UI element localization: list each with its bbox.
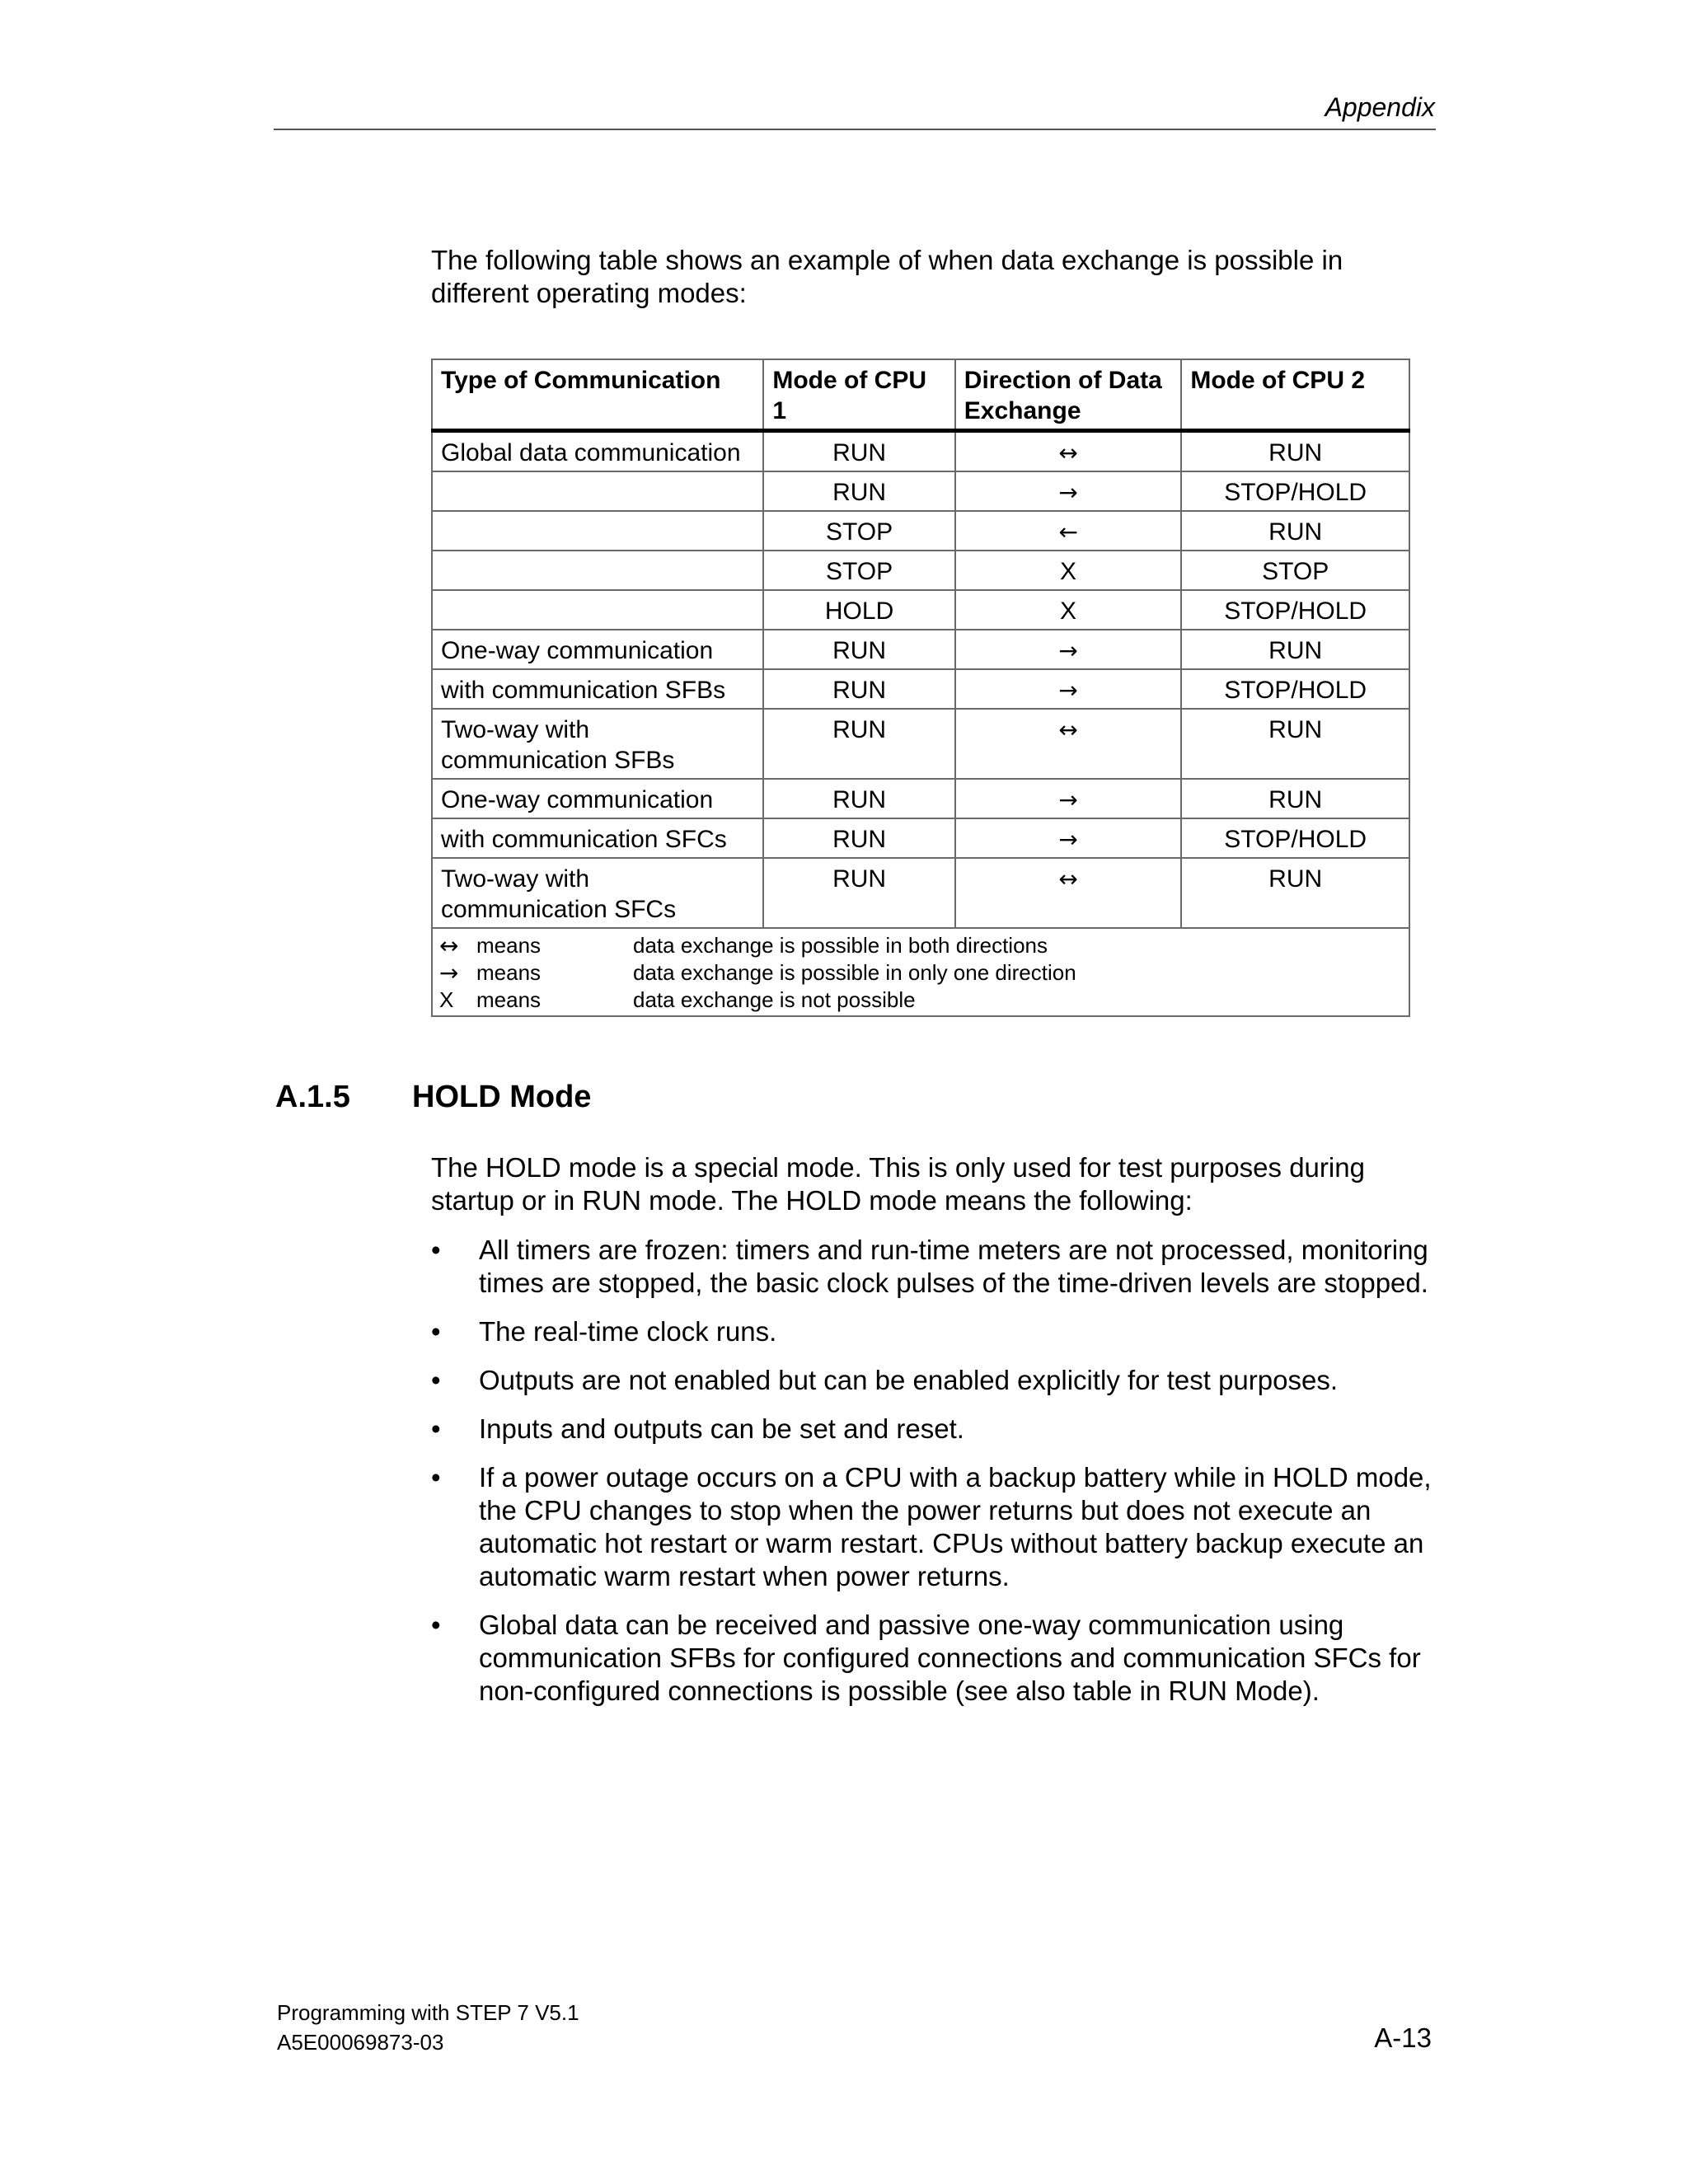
cell-communication-type: Global data communication	[432, 431, 763, 472]
list-item	[431, 1315, 1445, 1348]
cell-cpu1-mode: RUN	[763, 669, 954, 709]
page-number: A-13	[1374, 2022, 1432, 2053]
list-item-text: All timers are frozen: timers and run-time meters are not processed, monitoring times are stopped, the basic clock pulses of the time-driven levels are stopped.	[479, 1235, 1428, 1298]
column-header-cpu1: Mode of CPU 1	[763, 359, 954, 431]
footer-title: Programming with STEP 7 V5.1	[277, 2000, 579, 2025]
legend-means: means	[476, 933, 542, 958]
section-paragraph: The HOLD mode is a special mode. This is only used for test purposes during startup or in RUN mode. The HOLD mode means the following:	[431, 1152, 1365, 1216]
table-row	[432, 590, 1409, 630]
cell-communication-type	[432, 471, 763, 511]
cell-cpu2-mode: RUN	[1181, 709, 1409, 779]
legend-means: means	[476, 987, 542, 1012]
table-header-row	[432, 359, 1409, 431]
legend-means: means	[476, 960, 542, 985]
x-mark-icon: X	[439, 987, 454, 1012]
legend-text: data exchange is possible in only one direction	[633, 960, 1076, 985]
table-row	[432, 471, 1409, 511]
cell-cpu1-mode: RUN	[763, 818, 954, 858]
cell-cpu1-mode: RUN	[763, 709, 954, 779]
list-item	[431, 1609, 1445, 1708]
cell-direction: →	[955, 630, 1182, 669]
table-row	[432, 511, 1409, 551]
cell-communication-type	[432, 590, 763, 630]
header-divider	[274, 129, 1436, 130]
list-item	[431, 1413, 1445, 1446]
cell-cpu1-mode: RUN	[763, 858, 954, 928]
table-legend	[432, 928, 1409, 1016]
bullet-icon: •	[431, 1413, 441, 1444]
cell-communication-type: One-way communication	[432, 779, 763, 818]
cell-cpu2-mode: STOP/HOLD	[1181, 590, 1409, 630]
legend-item	[439, 932, 1402, 959]
cell-communication-type	[432, 511, 763, 551]
table-row	[432, 431, 1409, 472]
cell-cpu1-mode: STOP	[763, 551, 954, 590]
cell-cpu1-mode: RUN	[763, 779, 954, 818]
cell-cpu1-mode: HOLD	[763, 590, 954, 630]
cell-direction: ↔	[955, 858, 1182, 928]
section-title: HOLD Mode	[412, 1080, 592, 1114]
column-header-type: Type of Communication	[432, 359, 763, 431]
bullet-icon: •	[431, 1365, 441, 1395]
cell-cpu2-mode: RUN	[1181, 511, 1409, 551]
cell-direction: →	[955, 818, 1182, 858]
table-legend-row	[432, 928, 1409, 1016]
cell-cpu1-mode: STOP	[763, 511, 954, 551]
section-number: A.1.5	[275, 1080, 350, 1114]
list-item-text: If a power outage occurs on a CPU with a backup battery while in HOLD mode, the CPU changes to stop when the power returns but does not execute an automatic hot restart or warm restart. CPUs without battery backup execute an automatic warm restart when power returns.	[479, 1462, 1432, 1591]
table-row	[432, 779, 1409, 818]
cell-cpu2-mode: RUN	[1181, 858, 1409, 928]
hold-mode-bullet-list	[431, 1234, 1445, 1723]
list-item	[431, 1461, 1445, 1593]
cell-direction: →	[955, 669, 1182, 709]
cell-direction: ↔	[955, 709, 1182, 779]
list-item-text: Inputs and outputs can be set and reset.	[479, 1413, 964, 1444]
list-item-text: Outputs are not enabled but can be enabled explicitly for test purposes.	[479, 1365, 1338, 1395]
bullet-icon: •	[431, 1235, 441, 1265]
column-header-direction: Direction of Data Exchange	[955, 359, 1182, 431]
footer-code: A5E00069873-03	[277, 2030, 444, 2055]
right-arrow-icon: →	[439, 959, 459, 987]
bidirectional-arrow-icon: ↔	[439, 932, 459, 959]
intro-paragraph: The following table shows an example of when data exchange is possible in different operating modes:	[431, 245, 1343, 308]
cell-cpu2-mode: STOP/HOLD	[1181, 471, 1409, 511]
bullet-icon: •	[431, 1610, 441, 1640]
list-item-text: Global data can be received and passive one-way communication using communication SFBs for configured connections and communication SFCs for non-configured connections is possible (see also table in RUN Mode).	[479, 1610, 1421, 1706]
list-item-text: The real-time clock runs.	[479, 1316, 777, 1347]
cell-cpu2-mode: RUN	[1181, 431, 1409, 472]
cell-direction: ←	[955, 511, 1182, 551]
bullet-icon: •	[431, 1316, 441, 1347]
cell-cpu1-mode: RUN	[763, 471, 954, 511]
column-header-cpu2: Mode of CPU 2	[1181, 359, 1409, 431]
cell-communication-type: Two-way with communication SFCs	[432, 858, 763, 928]
table-row	[432, 669, 1409, 709]
cell-communication-type: with communication SFCs	[432, 818, 763, 858]
cell-cpu1-mode: RUN	[763, 630, 954, 669]
cell-direction: →	[955, 779, 1182, 818]
cell-direction: →	[955, 471, 1182, 511]
cell-communication-type: One-way communication	[432, 630, 763, 669]
table-row	[432, 709, 1409, 779]
legend-text: data exchange is not possible	[633, 987, 916, 1012]
cell-communication-type: with communication SFBs	[432, 669, 763, 709]
cell-cpu1-mode: RUN	[763, 431, 954, 472]
legend-text: data exchange is possible in both directions	[633, 933, 1048, 958]
legend-item	[439, 987, 1402, 1014]
cell-cpu2-mode: STOP/HOLD	[1181, 669, 1409, 709]
running-header: Appendix	[1325, 92, 1435, 122]
table-row	[432, 858, 1409, 928]
footer-document-info	[277, 1998, 579, 2057]
cell-communication-type	[432, 551, 763, 590]
list-item	[431, 1364, 1445, 1397]
communication-modes-table	[431, 359, 1410, 1017]
cell-cpu2-mode: RUN	[1181, 630, 1409, 669]
table-row	[432, 818, 1409, 858]
cell-cpu2-mode: STOP	[1181, 551, 1409, 590]
table-row	[432, 630, 1409, 669]
legend-item	[439, 959, 1402, 987]
cell-cpu2-mode: STOP/HOLD	[1181, 818, 1409, 858]
cell-direction: ↔	[955, 431, 1182, 472]
cell-direction: X	[955, 551, 1182, 590]
cell-cpu2-mode: RUN	[1181, 779, 1409, 818]
list-item	[431, 1234, 1445, 1300]
cell-communication-type: Two-way with communication SFBs	[432, 709, 763, 779]
cell-direction: X	[955, 590, 1182, 630]
bullet-icon: •	[431, 1462, 441, 1493]
table-row	[432, 551, 1409, 590]
